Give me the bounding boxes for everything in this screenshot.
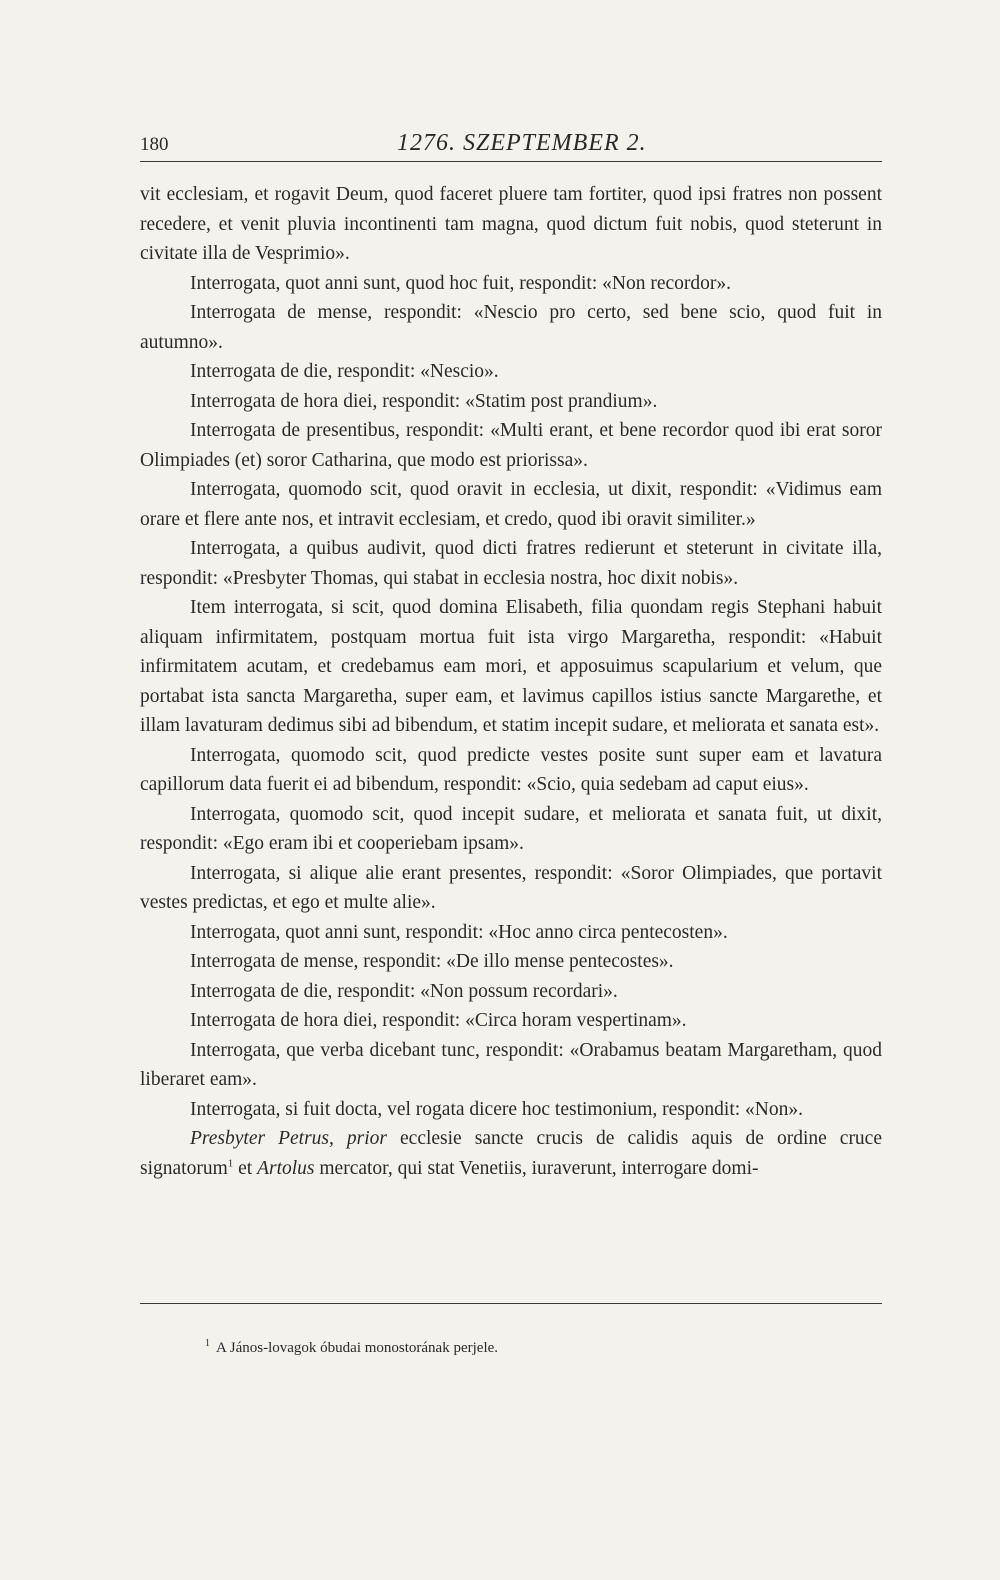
paragraph: Interrogata, a quibus audivit, quod dicti fratres redierunt et steterunt in civitate illa, respondit: «Presbyter Thomas, qui stabat in ecclesia nostra, hoc dixit nobis». [140,538,882,589]
footnote [205,1338,498,1357]
header-rule [140,161,882,162]
paragraph: Interrogata de die, respondit: «Non possum recordari». [190,980,618,1002]
paragraph: Interrogata de presentibus, respondit: «Multi erant, et bene recordor quod ibi erat soror Olimpiades (et) soror Catharina, que modo est priorissa». [140,420,882,471]
page-number: 180 [140,134,169,155]
footnote-rule [140,1303,882,1304]
paragraph: Interrogata, quot anni sunt, quod hoc fuit, respondit: «Non recordor». [190,272,732,294]
paragraph: Interrogata, quomodo scit, quod predicte vestes posite sunt super eam et lavatura capillorum data fuerit ei ad bibendum, respondit: «Scio, quia sedebam ad caput eius». [140,744,882,795]
running-title: 1276. SZEPTEMBER 2. [397,130,647,156]
body-text [140,180,882,1183]
text-segment: ecclesie sancte crucis de calidis aquis de ordine cruce signatorum [140,1128,882,1179]
paragraph: Interrogata, que verba dicebant tunc, respondit: «Orabamus beatam Margaretham, quod liberaret eam». [140,1039,882,1090]
footnote-marker: 1 [205,1338,210,1349]
paragraph: Item interrogata, si scit, quod domina Elisabeth, filia quondam regis Stephani habuit aliquam infirmitatem, postquam mortua fuit ista virgo Margaretha, respondit: «Habuit infirmitatem acutam, et credebamus eam mori, et apposuimus scapularium et velum, que portabat ista sancta Margaretha, super eam, et lavimus capillos istius sancte Margarethe, et illam lavaturam dedimus sibi ad bibendum, et statim incepit sudare, et meliorata et sanata est». [140,597,882,736]
paragraph: Interrogata, quomodo scit, quod oravit in ecclesia, ut dixit, respondit: «Vidimus eam orare et flere ante nos, et intravit ecclesiam, et credo, quod ibi oravit similiter.» [140,479,882,530]
page-header [140,130,882,158]
italic-name-artolus: Artolus [257,1157,315,1179]
text-segment: mercator, qui stat Venetiis, iuraverunt, interrogare domi- [314,1157,759,1179]
paragraph: Interrogata, si alique alie erant presentes, respondit: «Soror Olimpiades, que portavit vestes predictas, et ego et multe alie». [140,862,882,913]
paragraph: Interrogata de mense, respondit: «De illo mense pentecostes». [190,951,674,972]
paragraph: Interrogata, quot anni sunt, respondit: «Hoc anno circa pentecosten». [190,921,728,943]
paragraph: Interrogata de hora diei, respondit: «Statim post prandium». [190,390,658,412]
paragraph: Interrogata, quomodo scit, quod incepit sudare, et meliorata et sanata fuit, ut dixit, respondit: «Ego eram ibi et cooperiebam ipsam». [140,803,882,854]
paragraph: Interrogata, si fuit docta, vel rogata dicere hoc testimonium, respondit: «Non». [190,1098,803,1120]
text-segment: et [233,1157,258,1179]
paragraph: vit ecclesiam, et rogavit Deum, quod faceret pluere tam fortiter, quod ipsi fratres non possent recedere, et venit pluvia incontinenti tam magna, quod dictum fuit nobis, quod steterunt in civitate illa de Vesprimio». [140,184,882,264]
italic-name-petrus: Presbyter Petrus, prior [190,1128,387,1149]
footnote-reference: 1 [227,1157,234,1169]
paragraph-last [140,1124,882,1183]
footnote-text: A János-lovagok óbudai monostorának perjele. [216,1340,499,1356]
paragraph: Interrogata de die, respondit: «Nescio». [190,361,499,382]
paragraph: Interrogata de mense, respondit: «Nescio pro certo, sed bene scio, quod fuit in autumno». [140,302,882,353]
paragraph: Interrogata de hora diei, respondit: «Circa horam vespertinam». [190,1010,687,1031]
